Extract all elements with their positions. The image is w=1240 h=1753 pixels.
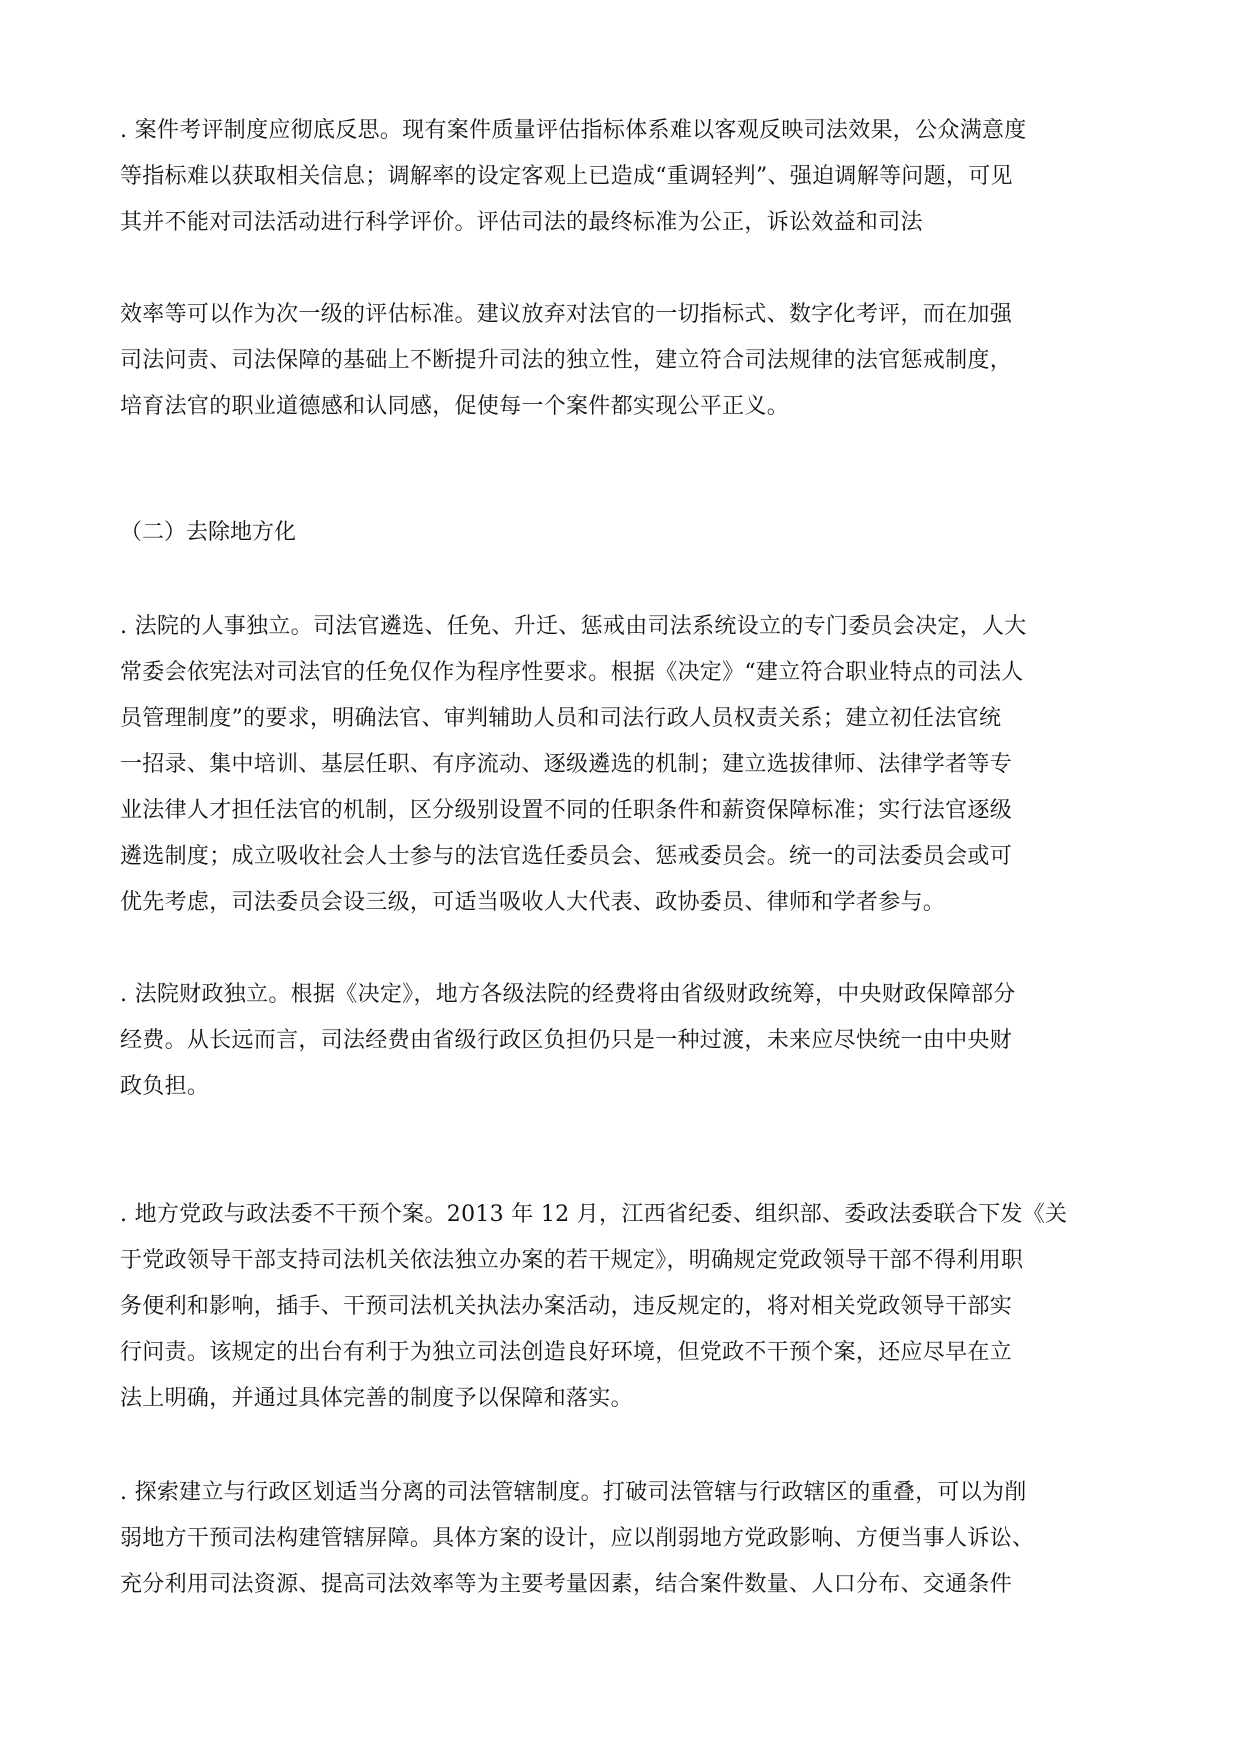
text-line: 员管理制度”的要求，明确法官、审判辅助人员和司法行政人员权责关系；建立初任法官统	[120, 706, 1002, 731]
paragraph-personnel-independence	[120, 604, 1120, 926]
text-line: 其并不能对司法活动进行科学评价。评估司法的最终标准为公正，诉讼效益和司法	[120, 210, 923, 235]
text-line: 常委会依宪法对司法官的任免仅作为程序性要求。根据《决定》“建立符合职业特点的司法人	[120, 660, 1024, 685]
paragraph-jurisdiction-separation	[120, 1470, 1120, 1608]
text-line: . 案件考评制度应彻底反思。现有案件质量评估指标体系难以客观反映司法效果，公众满意度	[120, 118, 1027, 143]
text-line: 经费。从长远而言，司法经费由省级行政区负担仍只是一种过渡，未来应尽快统一由中央财	[120, 1028, 1013, 1053]
paragraph-efficiency-standard	[120, 292, 1120, 430]
text-line: . 地方党政与政法委不干预个案。2013 年 12 月，江西省纪委、组织部、委政法委联合下发《关	[120, 1202, 1068, 1227]
text-line: 业法律人才担任法官的机制，区分级别设置不同的任职条件和薪资保障标准；实行法官逐级	[120, 798, 1013, 823]
text-line: 等指标难以获取相关信息；调解率的设定客观上已造成“重调轻判”、强迫调解等问题，可见	[120, 164, 1013, 189]
text-line: 充分利用司法资源、提高司法效率等为主要考量因素，结合案件数量、人口分布、交通条件	[120, 1572, 1013, 1597]
text-line: 司法问责、司法保障的基础上不断提升司法的独立性，建立符合司法规律的法官惩戒制度，	[120, 348, 1013, 373]
text-line: 一招录、集中培训、基层任职、有序流动、逐级遴选的机制；建立选拔律师、法律学者等专	[120, 752, 1013, 777]
paragraph-financial-independence	[120, 972, 1120, 1110]
text-line: 务便利和影响，插手、干预司法机关执法办案活动，违反规定的，将对相关党政领导干部实	[120, 1294, 1013, 1319]
text-line: . 探索建立与行政区划适当分离的司法管辖制度。打破司法管辖与行政辖区的重叠，可以为削	[120, 1480, 1027, 1505]
text-line: 遴选制度；成立吸收社会人士参与的法官选任委员会、惩戒委员会。统一的司法委员会或可	[120, 844, 1013, 869]
text-line: 培育法官的职业道德感和认同感，促使每一个案件都实现公平正义。	[120, 394, 790, 419]
text-line: 效率等可以作为次一级的评估标准。建议放弃对法官的一切指标式、数字化考评，而在加强	[120, 302, 1013, 327]
text-line: 弱地方干预司法构建管辖屏障。具体方案的设计，应以削弱地方党政影响、方便当事人诉讼、	[120, 1526, 1035, 1551]
paragraph-no-interference	[120, 1192, 1120, 1422]
text-line: 法上明确，并通过具体完善的制度予以保障和落实。	[120, 1386, 633, 1411]
text-line: . 法院财政独立。根据《决定》，地方各级法院的经费将由省级财政统筹，中央财政保障部分	[120, 982, 1016, 1007]
text-line: 优先考虑，司法委员会设三级，可适当吸收人大代表、政协委员、律师和学者参与。	[120, 890, 946, 915]
text-line: 于党政领导干部支持司法机关依法独立办案的若干规定》，明确规定党政领导干部不得利用职	[120, 1248, 1024, 1273]
text-line: 行问责。该规定的出台有利于为独立司法创造良好环境，但党政不干预个案，还应尽早在立	[120, 1340, 1013, 1365]
text-line: . 法院的人事独立。司法官遴选、任免、升迁、惩戒由司法系统设立的专门委员会决定，人大	[120, 614, 1027, 639]
paragraph-case-evaluation	[120, 108, 1120, 246]
text-line: 政负担。	[120, 1074, 210, 1099]
section-heading: （二）去除地方化	[120, 520, 297, 545]
